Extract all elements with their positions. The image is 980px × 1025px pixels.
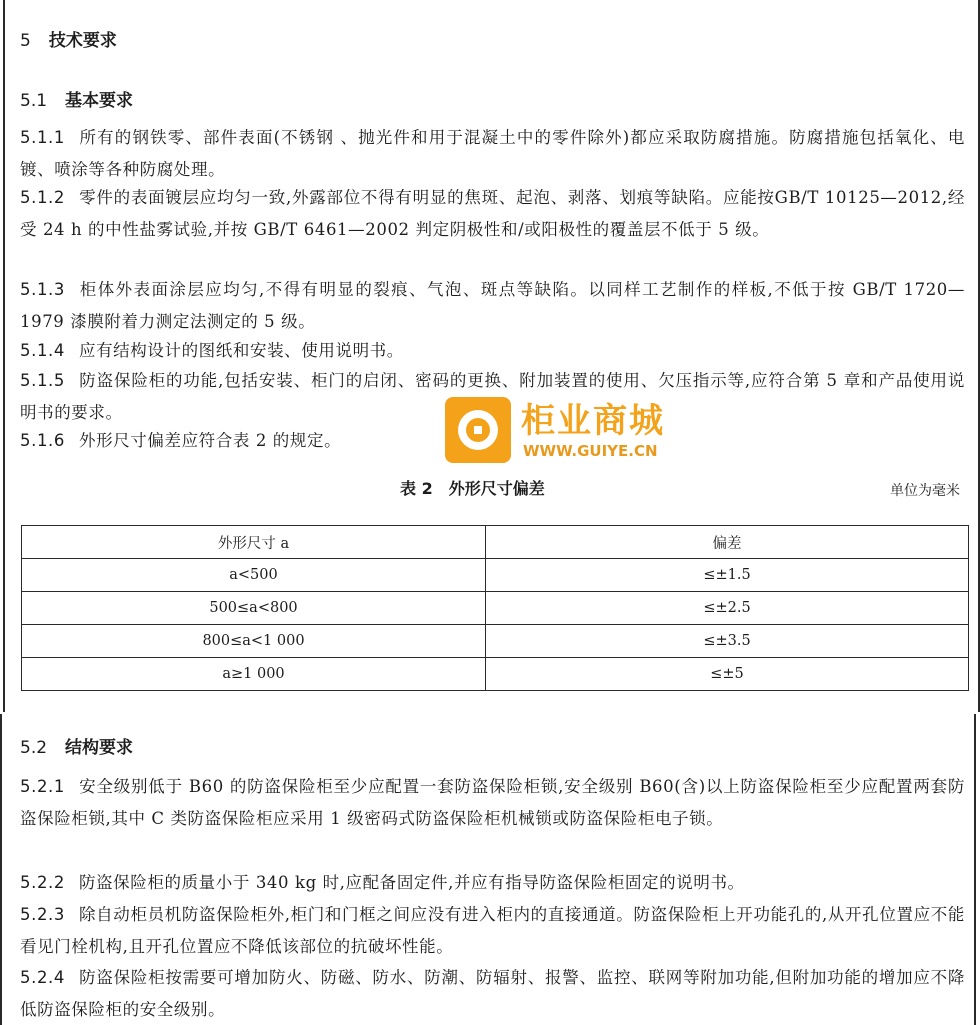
clause-number: 5.1.6: [20, 431, 65, 450]
clause-5-1-2: [20, 182, 965, 245]
table-row: [22, 625, 969, 658]
page-border-left: [3, 0, 5, 712]
dimension-tolerance-table: [21, 525, 969, 691]
clause-text: 安全级别低于 B60 的防盗保险柜至少应配置一套防盗保险柜锁,安全级别 B60(含)以上防盗保险柜至少应配置两套防盗保险柜锁,其中 C 类防盗保险柜应采用 1 级密码式防盗保险柜机械锁或防盗保险柜电子锁。: [20, 777, 965, 828]
clause-text: 防盗保险柜按需要可增加防火、防磁、防水、防潮、防辐射、报警、监控、联网等附加功能,但附加功能的增加应不降低防盗保险柜的安全级别。: [20, 968, 965, 1019]
section-heading-5-1: [20, 86, 133, 111]
clause-5-2-3: [20, 899, 965, 962]
table-caption: [400, 476, 545, 499]
table-header-cell: 偏差: [486, 526, 969, 559]
table-caption-number: 表 2: [400, 479, 433, 498]
table-row: [22, 592, 969, 625]
table-caption-title: 外形尺寸偏差: [448, 479, 545, 498]
clause-number: 5.2.2: [20, 873, 65, 892]
clause-text: 除自动柜员机防盗保险柜外,柜门和门框之间应没有进入柜内的直接通道。防盗保险柜上开功能孔的,从开孔位置应不能看见门栓机构,且开孔位置应不降低该部位的抗破坏性能。: [20, 905, 965, 956]
table-cell: ≤±1.5: [486, 559, 969, 592]
table-cell: ≤±5: [486, 658, 969, 691]
table-header-cell: 外形尺寸 a: [22, 526, 486, 559]
clause-text: 防盗保险柜的功能,包括安装、柜门的启闭、密码的更换、附加装置的使用、欠压指示等,应符合第 5 章和产品使用说明书的要求。: [20, 371, 965, 422]
watermark-logo-icon: [445, 397, 511, 463]
table-cell: ≤±3.5: [486, 625, 969, 658]
table-cell: 800≤a<1 000: [22, 625, 486, 658]
section-number: 5: [20, 31, 31, 51]
section-heading-5-2: [20, 733, 133, 758]
table-cell: 500≤a<800: [22, 592, 486, 625]
clause-text: 防盗保险柜的质量小于 340 kg 时,应配备固定件,并应有指导防盗保险柜固定的说明书。: [78, 873, 745, 892]
clause-text: 零件的表面镀层应均匀一致,外露部位不得有明显的焦斑、起泡、剥落、划痕等缺陷。应能按GB/T 10125—2012,经受 24 h 的中性盐雾试验,并按 GB/T 6461—2002 判定阴极性和/或阳极性的覆盖层不低于 5 级。: [20, 188, 965, 239]
section-heading-5: [20, 26, 117, 51]
clause-text: 外形尺寸偏差应符合表 2 的规定。: [78, 431, 342, 450]
clause-number: 5.2.4: [20, 968, 65, 987]
table-unit-note: 单位为毫米: [890, 483, 960, 499]
table-row: [22, 559, 969, 592]
clause-number: 5.1.2: [20, 188, 65, 207]
clause-number: 5.2.3: [20, 905, 65, 924]
clause-5-1-4: [20, 335, 965, 367]
page-border-left-lower: [0, 714, 2, 1025]
clause-5-2-4: [20, 962, 965, 1025]
clause-number: 5.2.1: [20, 777, 65, 796]
table-cell: ≤±2.5: [486, 592, 969, 625]
clause-number: 5.1.3: [20, 280, 65, 299]
page-border-right-lower: [974, 714, 976, 1025]
clause-text: 所有的钢铁零、部件表面(不锈钢 、抛光件和用于混凝土中的零件除外)都应采取防腐措施。防腐措施包括氧化、电镀、喷涂等各种防腐处理。: [20, 128, 965, 179]
section-title: 基本要求: [65, 91, 134, 111]
table-row: [22, 658, 969, 691]
clause-text: 应有结构设计的图纸和安装、使用说明书。: [78, 341, 404, 360]
watermark: [445, 395, 695, 465]
clause-5-1-1: [20, 122, 965, 185]
clause-5-2-1: [20, 771, 965, 834]
clause-5-2-2: [20, 867, 965, 899]
clause-number: 5.1.5: [20, 371, 65, 390]
clause-number: 5.1.4: [20, 341, 65, 360]
clause-text: 柜体外表面涂层应均匀,不得有明显的裂痕、气泡、斑点等缺陷。以同样工艺制作的样板,不低于按 GB/T 1720—1979 漆膜附着力测定法测定的 5 级。: [20, 280, 965, 331]
table-cell: a<500: [22, 559, 486, 592]
watermark-title: 柜业商城: [521, 401, 665, 441]
clause-number: 5.1.1: [20, 128, 65, 147]
table-header-row: [22, 526, 969, 559]
section-title: 结构要求: [65, 738, 134, 758]
table-cell: a≥1 000: [22, 658, 486, 691]
section-number: 5.1: [20, 91, 48, 111]
section-title: 技术要求: [48, 31, 117, 51]
section-number: 5.2: [20, 738, 48, 758]
clause-5-1-3: [20, 274, 965, 337]
watermark-url: WWW.GUIYE.CN: [523, 442, 658, 460]
